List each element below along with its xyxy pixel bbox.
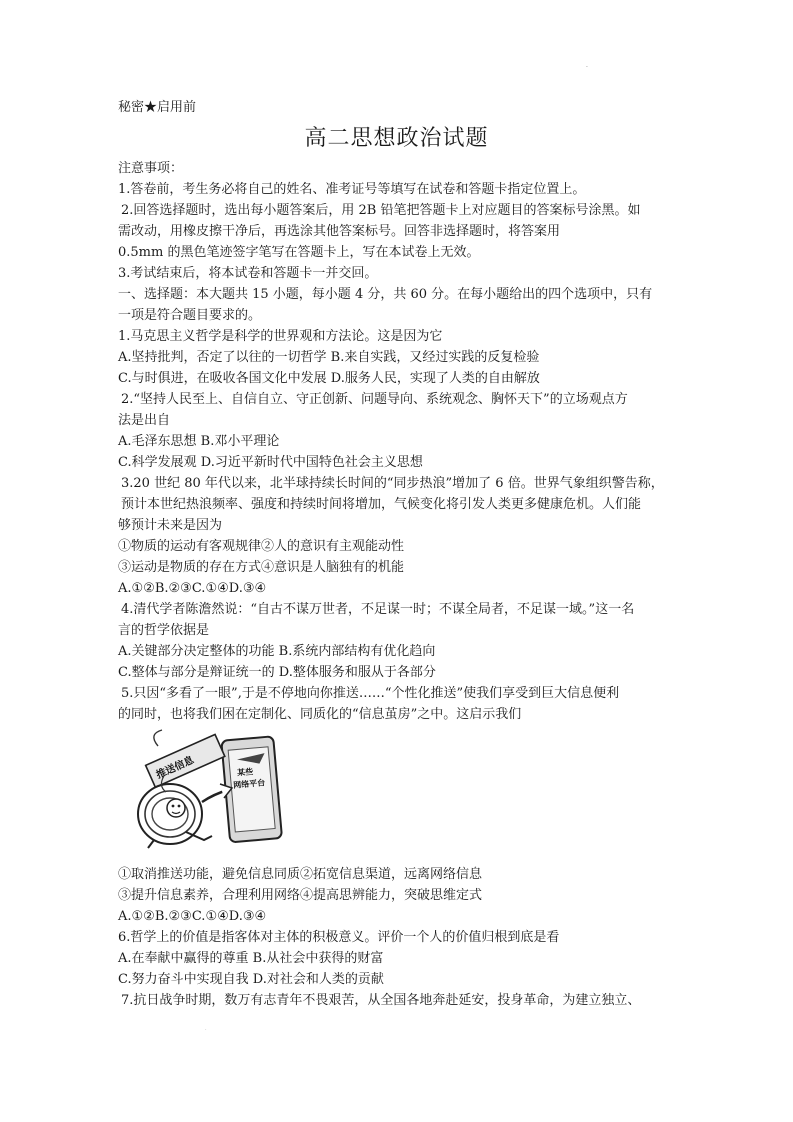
page-title: 高二思想政治试题: [304, 126, 489, 151]
q2-stem-cont: 法是出自: [118, 413, 171, 428]
q1-options-cd: C.与时俱进，在吸收各国文化中发展 D.服务人民，实现了人类的自由解放: [118, 371, 540, 386]
q5-stem-cont: 的同时，也将我们困在定制化、同质化的“信息茧房”之中。这启示我们: [118, 707, 522, 722]
notice-line-4: 0.5mm 的黑色笔迹签字笔写在答题卡上，写在本试卷上无效。: [118, 245, 480, 260]
q5-stem: 5.只因“多看了一眼”,于是不停地向你推送……“个性化推送”使我们享受到巨大信息便利: [121, 686, 620, 701]
q5-statements-12: ①取消推送功能，避免信息同质②拓宽信息渠道，远离网络信息: [118, 867, 483, 882]
q4-stem-cont: 言的哲学依据是: [118, 623, 210, 638]
notice-line-2: 2.回答选择题时，选出每小题答案后，用 2B 铅笔把答题卡上对应题目的答案标号涂黑。如: [121, 203, 641, 218]
q3-stem-cont-2: 够预计未来是因为: [118, 518, 223, 533]
q4-options-ab: A.关键部分决定整体的功能 B.系统内部结构有优化趋向: [118, 644, 436, 659]
q3-options: A.①②B.②③C.①④D.③④: [118, 581, 267, 596]
q1-options-ab: A.坚持批判，否定了以往的一切哲学 B.来自实践，又经过实践的反复检验: [118, 350, 540, 365]
q2-options-ab: A.毛泽东思想 B.邓小平理论: [118, 434, 280, 449]
scan-speck-bottom: .: [205, 1026, 207, 1032]
notice-line-3: 需改动，用橡皮擦干净后，再选涂其他答案标号。回答非选择题时，将答案用: [118, 224, 561, 239]
notice-heading: 注意事项：: [118, 161, 184, 176]
q6-options-ab: A.在奉献中赢得的尊重 B.从社会中获得的财富: [118, 951, 384, 966]
q1-stem: 1.马克思主义哲学是科学的世界观和方法论。这是因为它: [118, 329, 443, 344]
q3-stem: 3.20 世纪 80 年代以来，北半球持续长时间的“同步热浪”增加了 6 倍。世界气象组织警告称，: [121, 476, 664, 491]
secret-label: 秘密★启用前: [118, 100, 197, 115]
q4-options-cd: C.整体与部分是辩证统一的 D.整体服务和服从于各部分: [118, 665, 436, 680]
q5-options: A.①②B.②③C.①④D.③④: [118, 909, 267, 924]
cartoon-platform-label-2: 网络平台: [232, 778, 266, 790]
cartoon-platform-label-1: 某些: [236, 767, 254, 778]
q2-stem: 2.“坚持人民至上、自信自立、守正创新、问题导向、系统观念、胸怀天下”的立场观点方: [121, 392, 628, 407]
q6-options-cd: C.努力奋斗中实现自我 D.对社会和人类的贡献: [118, 972, 384, 987]
q3-statements-34: ③运动是物质的存在方式④意识是人脑独有的机能: [118, 560, 405, 575]
scan-speck: .: [586, 62, 588, 69]
information-cocoon-cartoon: [128, 728, 288, 852]
q6-stem: 6.哲学上的价值是指客体对主体的积极意义。评价一个人的价值归根到底是看: [118, 930, 560, 945]
q3-statements-12: ①物质的运动有客观规律②人的意识有主观能动性: [118, 539, 405, 554]
section-heading: 一、选择题：本大题共 15 小题，每小题 4 分，共 60 分。在每小题给出的四个选项中，只有: [118, 287, 653, 302]
q4-stem: 4.清代学者陈澹然说：“自古不谋万世者，不足谋一时；不谋全局者，不足谋一域。”这一名: [121, 602, 635, 617]
q5-statements-34: ③提升信息素养，合理利用网络④提高思辨能力，突破思维定式: [118, 888, 483, 903]
q3-stem-cont-1: 预计本世纪热浪频率、强度和持续时间将增加，气候变化将引发人类更多健康危机。人们能: [121, 497, 642, 512]
notice-line-1: 1.答卷前，考生务必将自己的姓名、准考证号等填写在试卷和答题卡指定位置上。: [118, 182, 586, 197]
q2-options-cd: C.科学发展观 D.习近平新时代中国特色社会主义思想: [118, 455, 423, 470]
notice-line-5: 3.考试结束后，将本试卷和答题卡一并交回。: [118, 266, 378, 281]
cartoon-push-label: 推送信息: [154, 754, 196, 782]
section-heading-cont: 一项是符合题目要求的。: [118, 308, 262, 323]
q7-stem: 7.抗日战争时期，数万有志青年不畏艰苦，从全国各地奔赴延安，投身革命，为建立独立、: [121, 993, 641, 1008]
